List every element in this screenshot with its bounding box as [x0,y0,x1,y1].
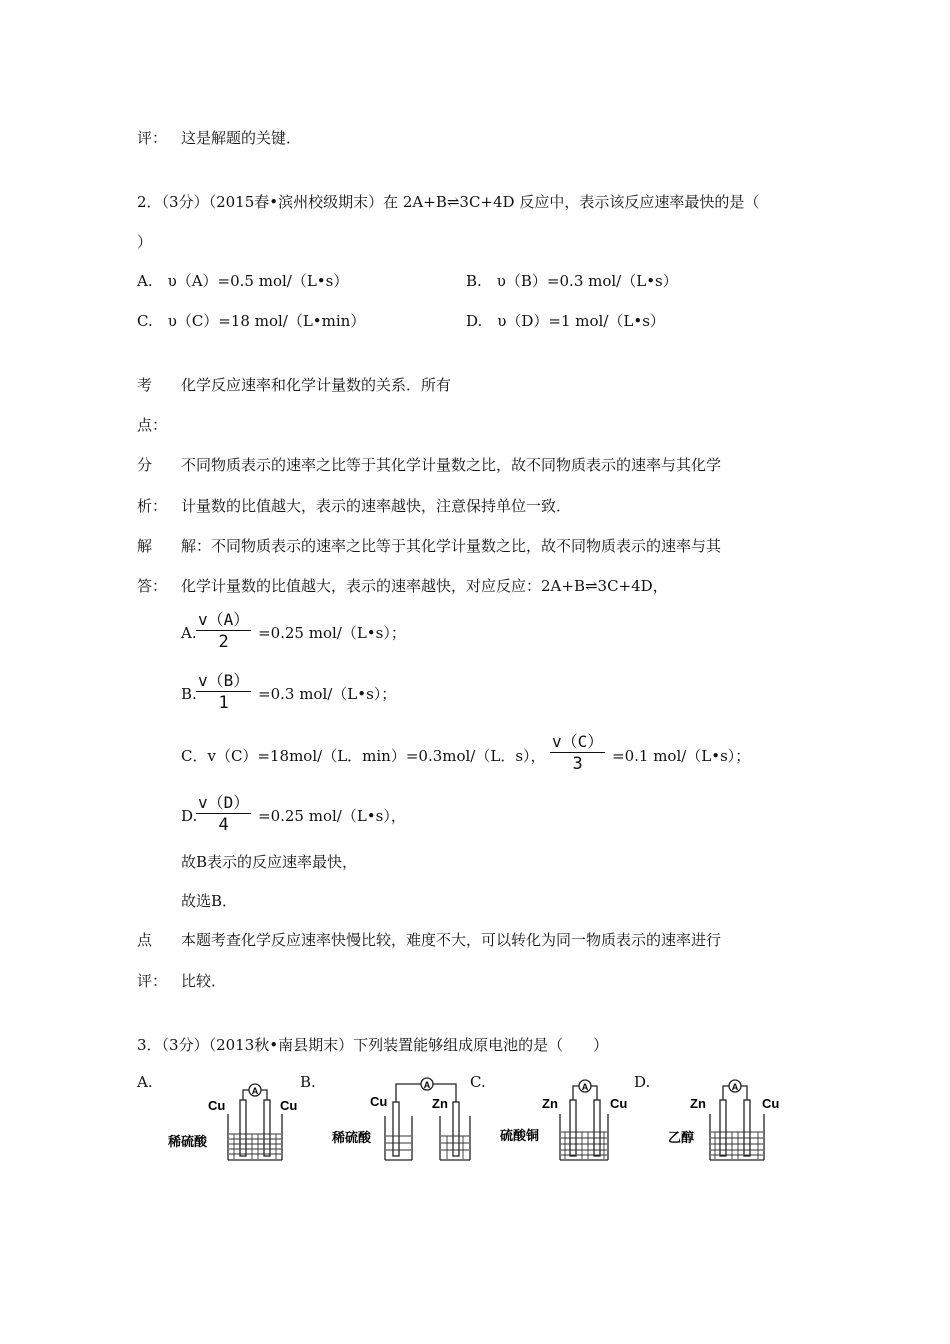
calc-c-denominator: 3 [572,754,583,774]
q2-option-c[interactable]: C. υ（C）=18 mol/（L•min） [137,312,366,330]
calc-d-rest: =0.25 mol/（L•s）， [258,807,406,825]
calc-a-denominator: 2 [218,632,229,652]
fenxi-line2: 计量数的比值越大，表示的速率越快，注意保持单位一致． [181,497,572,515]
electrode-left-label: Zn [690,1096,706,1111]
meter-symbol: A [731,1082,739,1092]
q2-option-d[interactable]: D. υ（D）=1 mol/（L•s） [466,312,665,330]
q3-apparatus-c [498,1076,638,1166]
calc-b-rest: =0.3 mol/（L•s）； [258,685,397,703]
jieda-line1: 解：不同物质表示的速率之比等于其化学计量数之比，故不同物质表示的速率与其 [181,537,722,555]
dianping-line2: 比较． [181,972,227,990]
kaodian-label-1: 考 [137,376,153,394]
q3-apparatus-a [160,1076,298,1166]
q3-option-a-label[interactable]: A. [137,1073,153,1091]
fraction-bar [550,752,605,753]
q3-apparatus-b [330,1076,480,1166]
calc-a-numerator: v（A） [198,610,250,629]
kaodian-text: 化学反应速率和化学计量数的关系．所有 [181,376,452,394]
solution-label: 稀硫酸 [332,1130,372,1145]
calc-d-fraction [196,794,251,835]
calc-d-prefix: D. [181,807,198,825]
q3-stem: 3．（3分）（2013秋•南县期末）下列装置能够组成原电池的是（ ） [137,1036,609,1054]
calc-b-denominator: 1 [218,693,229,713]
dianping-label-2: 评： [137,972,168,990]
dianping-line1: 本题考查化学反应速率快慢比较，难度不大，可以转化为同一物质表示的速率进行 [181,931,722,949]
electrode-right-label: Cu [610,1096,628,1111]
q3-apparatus-d [660,1076,790,1166]
q2-stem-line2: ） [137,233,153,251]
jieda-line2: 化学计量数的比值越大，表示的速率越快，对应反应：2A+B⇌3C+4D， [181,577,668,595]
q3-option-d-label[interactable]: D. [634,1073,651,1091]
meter-symbol: A [581,1082,589,1092]
section-label-pingyu: 评： [137,129,168,147]
calc-c-fraction [550,733,605,774]
q3-option-b-label[interactable]: B. [300,1073,316,1091]
fenxi-line1: 不同物质表示的速率之比等于其化学计量数之比，故不同物质表示的速率与其化学 [181,456,722,474]
calc-b-numerator: v（B） [198,671,250,690]
electrode-left-label: Cu [208,1098,226,1113]
prev-comment-text: 这是解题的关键． [181,129,302,147]
conclusion-line2: 故选B． [181,892,238,910]
electrode-right-label: Cu [280,1098,298,1113]
calc-d-denominator: 4 [218,815,229,835]
fenxi-label-1: 分 [137,456,153,474]
q2-option-a[interactable]: A. υ（A）=0.5 mol/（L•s） [137,272,349,290]
calc-c-prefix: C．v（C）=18mol/（L．min）=0.3mol/（L．s）， [181,747,546,765]
conclusion-line1: 故B表示的反应速率最快， [181,853,358,871]
q3-option-c-label[interactable]: C. [470,1073,486,1091]
meter-symbol: A [423,1080,431,1090]
electrode-right-label: Cu [762,1096,780,1111]
electrode-left-label: Zn [542,1096,558,1111]
electrode-left-label: Cu [370,1094,388,1109]
solution-label: 乙醇 [668,1130,695,1145]
calc-a-fraction [196,611,251,652]
calc-b-fraction [196,672,251,713]
electrode-right-label: Zn [432,1096,448,1111]
solution-label: 硫酸铜 [500,1128,540,1143]
calc-c-rest: =0.1 mol/（L•s）； [612,747,751,765]
dianping-label-1: 点 [137,931,153,949]
fenxi-label-2: 析： [137,497,168,515]
fraction-bar [196,630,251,631]
meter-symbol: A [251,1086,259,1096]
calc-d-numerator: v（D） [198,793,250,812]
calc-a-prefix: A. [181,624,197,642]
calc-b-prefix: B. [181,685,197,703]
solution-label: 稀硫酸 [168,1134,208,1149]
kaodian-label-2: 点： [137,416,168,434]
jieda-label-1: 解 [137,537,153,555]
fraction-bar [196,813,251,814]
q2-stem-line1: 2．（3分）（2015春•滨州校级期末）在 2A+B⇌3C+4D 反应中，表示该反应速率最快的是（ [137,193,760,211]
fraction-bar [196,691,251,692]
q2-option-b[interactable]: B. υ（B）=0.3 mol/（L•s） [466,272,678,290]
calc-a-rest: =0.25 mol/（L•s）； [258,624,406,642]
calc-c-numerator: v（C） [552,732,604,751]
jieda-label-2: 答： [137,577,168,595]
